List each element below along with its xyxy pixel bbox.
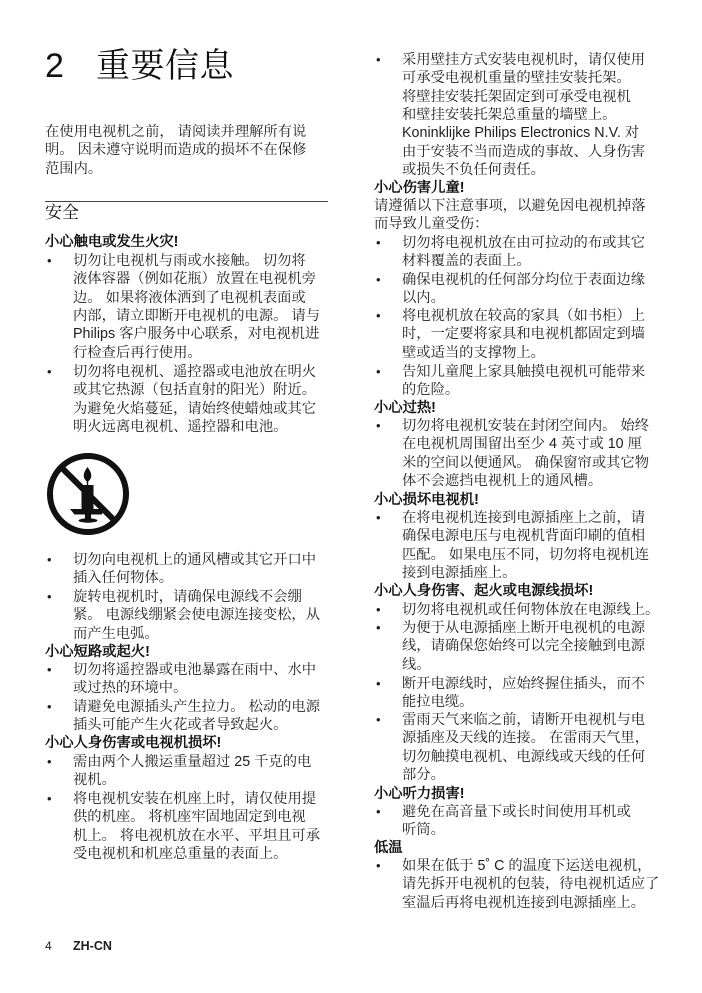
bullet-item bbox=[73, 790, 320, 864]
text-line: • 采用壁挂方式安装电视机时，请仅使用 bbox=[402, 51, 646, 68]
text-line: • 切勿让电视机与雨或水接触。 切勿将 bbox=[73, 252, 306, 269]
text-line: 视机。 bbox=[73, 772, 116, 789]
text-line: • 将电视机放在较高的家具（如书柜）上 bbox=[402, 307, 646, 324]
warning-heading-injury-damage bbox=[45, 734, 221, 752]
no-open-flame-icon bbox=[45, 451, 131, 537]
text-line: 或过热的环境中。 bbox=[73, 680, 188, 697]
children-intro-paragraph bbox=[374, 197, 646, 234]
text-line: • 告知儿童爬上家具触摸电视机可能带来 bbox=[402, 363, 646, 380]
text-line: 小心触电或发生火灾! bbox=[45, 233, 179, 250]
text-line: 源插座及天线的连接。 在雷雨天气里， bbox=[402, 730, 650, 747]
bullet-item bbox=[402, 234, 645, 271]
warning-heading-tv-damage bbox=[374, 491, 479, 509]
bullet-item bbox=[402, 601, 659, 619]
text-line: 小心伤害儿童! bbox=[374, 179, 465, 196]
text-line: 小心听力损害! bbox=[374, 785, 465, 802]
bullet-item bbox=[402, 675, 645, 712]
text-line: • 切勿将电视机或任何物体放在电源线上。 bbox=[402, 601, 660, 618]
warning-heading-children bbox=[374, 179, 465, 197]
text-line: Philips 客户服务中心联系，对电视机进 bbox=[73, 326, 320, 343]
warning-heading-overheating bbox=[374, 399, 436, 417]
text-line: 或其它热源（包括直射的阳光）附近。 bbox=[73, 382, 317, 399]
text-line: 小心过热! bbox=[374, 399, 436, 416]
text-line: 将壁挂安装托架固定到可承受电视机 bbox=[402, 88, 631, 105]
warning-heading-power-cord bbox=[374, 582, 593, 600]
bullet-item bbox=[402, 509, 649, 583]
text-line: 小心人身伤害或电视机损坏! bbox=[45, 734, 222, 751]
text-line: 体不会遮挡电视机上的通风槽。 bbox=[402, 472, 603, 489]
language-code: ZH-CN bbox=[73, 939, 112, 953]
bullet-item bbox=[73, 363, 316, 437]
warning-heading-shock-fire bbox=[45, 233, 178, 251]
bullet-item bbox=[73, 661, 316, 698]
text-line: • 切勿将电视机、遥控器或电池放在明火 bbox=[73, 363, 317, 380]
section-divider bbox=[45, 201, 328, 202]
text-line: 而导致儿童受伤： bbox=[374, 216, 489, 233]
text-line: • 切勿将电视机放在由可拉动的布或其它 bbox=[402, 234, 646, 251]
text-line: 可承受电视机重量的壁挂安装托架。 bbox=[402, 70, 631, 87]
text-line: 受电视机和机座总重量的表面上。 bbox=[73, 845, 288, 862]
bullet-item bbox=[402, 307, 645, 362]
text-line: 室温后再将电视机连接到电源插座上。 bbox=[402, 894, 646, 911]
page-number: 4 bbox=[45, 939, 52, 953]
text-line: • 确保电视机的任何部分均位于表面边缘 bbox=[402, 271, 646, 288]
text-line: 插头可能产生火花或者导致起火。 bbox=[73, 717, 288, 734]
text-line: 明。 因未遵守说明而造成的损坏不在保修 bbox=[45, 142, 307, 159]
text-line: 小心损坏电视机! bbox=[374, 491, 479, 508]
text-line: 或损失不负任何责任。 bbox=[402, 162, 545, 179]
bullet-item bbox=[402, 711, 649, 785]
text-line: 确保电源电压与电视机背面印刷的值相 bbox=[402, 528, 646, 545]
text-line: 而产生电弧。 bbox=[73, 625, 159, 642]
text-line: • 雷雨天气来临之前，请断开电视机与电 bbox=[402, 711, 646, 728]
text-line: 听筒。 bbox=[402, 822, 445, 839]
text-line: 请先拆开电视机的包装，待电视机适应了 bbox=[402, 876, 660, 893]
text-line: 和壁挂安装托架总重量的墙壁上。 bbox=[402, 106, 617, 123]
text-line: • 切勿将遥控器或电池暴露在雨中、水中 bbox=[73, 661, 317, 678]
text-line: 以内。 bbox=[402, 290, 445, 307]
text-line: 边。 如果将液体洒到了电视机表面或 bbox=[73, 289, 306, 306]
text-line: 范围内。 bbox=[45, 160, 103, 177]
text-line: Koninklijke Philips Electronics N.V. 对 bbox=[402, 125, 640, 142]
text-line: 在使用电视机之前， 请阅读并理解所有说 bbox=[45, 123, 307, 140]
text-line: • 请避免电源插头产生拉力。 松动的电源 bbox=[73, 698, 321, 715]
text-line: • 如果在低于 5˚ C 的温度下运送电视机， bbox=[402, 857, 652, 874]
text-line: 由于安装不当而造成的事故、人身伤害 bbox=[402, 143, 646, 160]
text-line: 线，请确保您始终可以完全接触到电源 bbox=[402, 638, 646, 655]
bullet-item bbox=[402, 363, 645, 400]
text-line: • 切勿向电视机上的通风槽或其它开口中 bbox=[73, 551, 317, 568]
chapter-title-text: 重要信息 bbox=[96, 47, 234, 85]
text-line: 能拉电缆。 bbox=[402, 694, 474, 711]
bullet-item bbox=[402, 619, 645, 674]
text-line: • 为便于从电源插座上断开电视机的电源 bbox=[402, 619, 646, 636]
text-line: 小心人身伤害、起火或电源线损坏! bbox=[374, 582, 594, 599]
warning-heading-hearing bbox=[374, 785, 465, 803]
text-line: 供的机座。 将机座牢固地固定到电视 bbox=[73, 809, 306, 826]
bullet-item bbox=[73, 698, 320, 735]
text-line: 低温 bbox=[374, 839, 403, 856]
text-line: 材料覆盖的表面上。 bbox=[402, 253, 531, 270]
text-line: 接到电源插座上。 bbox=[402, 564, 517, 581]
text-line: 内部，请立即断开电视机的电源。 请与 bbox=[73, 307, 321, 324]
text-line: 请遵循以下注意事项，以避免因电视机掉落 bbox=[374, 197, 646, 214]
text-line: 明火远离电视机、遥控器和电池。 bbox=[73, 418, 288, 435]
text-line: 行检查后再行使用。 bbox=[73, 344, 202, 361]
bullet-item bbox=[73, 551, 316, 588]
text-line: • 将电视机安装在机座上时，请仅使用提 bbox=[73, 790, 317, 807]
text-line: 时，一定要将家具和电视机都固定到墙 bbox=[402, 326, 646, 343]
bullet-item bbox=[402, 417, 649, 491]
bullet-item bbox=[402, 803, 631, 840]
text-line: 部分。 bbox=[402, 766, 445, 783]
text-line: • 旋转电视机时，请确保电源线不会绷 bbox=[73, 588, 302, 605]
bullet-item bbox=[402, 857, 659, 912]
text-line: 液体容器（例如花瓶）放置在电视机旁 bbox=[73, 271, 317, 288]
text-line: 紧。 电源线绷紧会使电源连接变松，从 bbox=[73, 607, 321, 624]
text-line: 机上。 将电视机放在水平、平坦且可承 bbox=[73, 827, 321, 844]
text-line: 为避免火焰蔓延，请始终使蜡烛或其它 bbox=[73, 400, 317, 417]
text-line: • 切勿将电视机安装在封闭空间内。 始终 bbox=[402, 417, 650, 434]
bullet-item bbox=[73, 588, 320, 643]
text-line: 小心短路或起火! bbox=[45, 643, 150, 660]
intro-paragraph bbox=[45, 123, 306, 178]
text-line: 匹配。 如果电压不同，切勿将电视机连 bbox=[402, 546, 650, 563]
chapter-number: 2 bbox=[45, 47, 64, 85]
bullet-item bbox=[73, 753, 311, 790]
text-line: 米的空间以便通风。 确保窗帘或其它物 bbox=[402, 454, 650, 471]
text-line: • 断开电源线时，应始终握住插头，而不 bbox=[402, 675, 646, 692]
text-line: 切勿触摸电视机、电源线或天线的任何 bbox=[402, 748, 646, 765]
text-line: 在电视机周围留出至少 4 英寸或 10 厘 bbox=[402, 436, 642, 453]
warning-heading-short-circuit bbox=[45, 643, 150, 661]
bullet-item bbox=[402, 51, 645, 180]
warning-heading-low-temperature bbox=[374, 839, 403, 857]
text-line: • 在将电视机连接到电源插座上之前，请 bbox=[402, 509, 646, 526]
text-line: 插入任何物体。 bbox=[73, 570, 174, 587]
section-heading: 安全 bbox=[45, 203, 79, 222]
text-line: 壁或适当的支撑物上。 bbox=[402, 344, 545, 361]
text-line: 的危险。 bbox=[402, 382, 460, 399]
bullet-item bbox=[402, 271, 645, 308]
bullet-item bbox=[73, 252, 320, 362]
text-line: • 需由两个人搬运重量超过 25 千克的电 bbox=[73, 753, 312, 770]
text-line: • 避免在高音量下或长时间使用耳机或 bbox=[402, 803, 631, 820]
text-line: 线。 bbox=[402, 656, 431, 673]
